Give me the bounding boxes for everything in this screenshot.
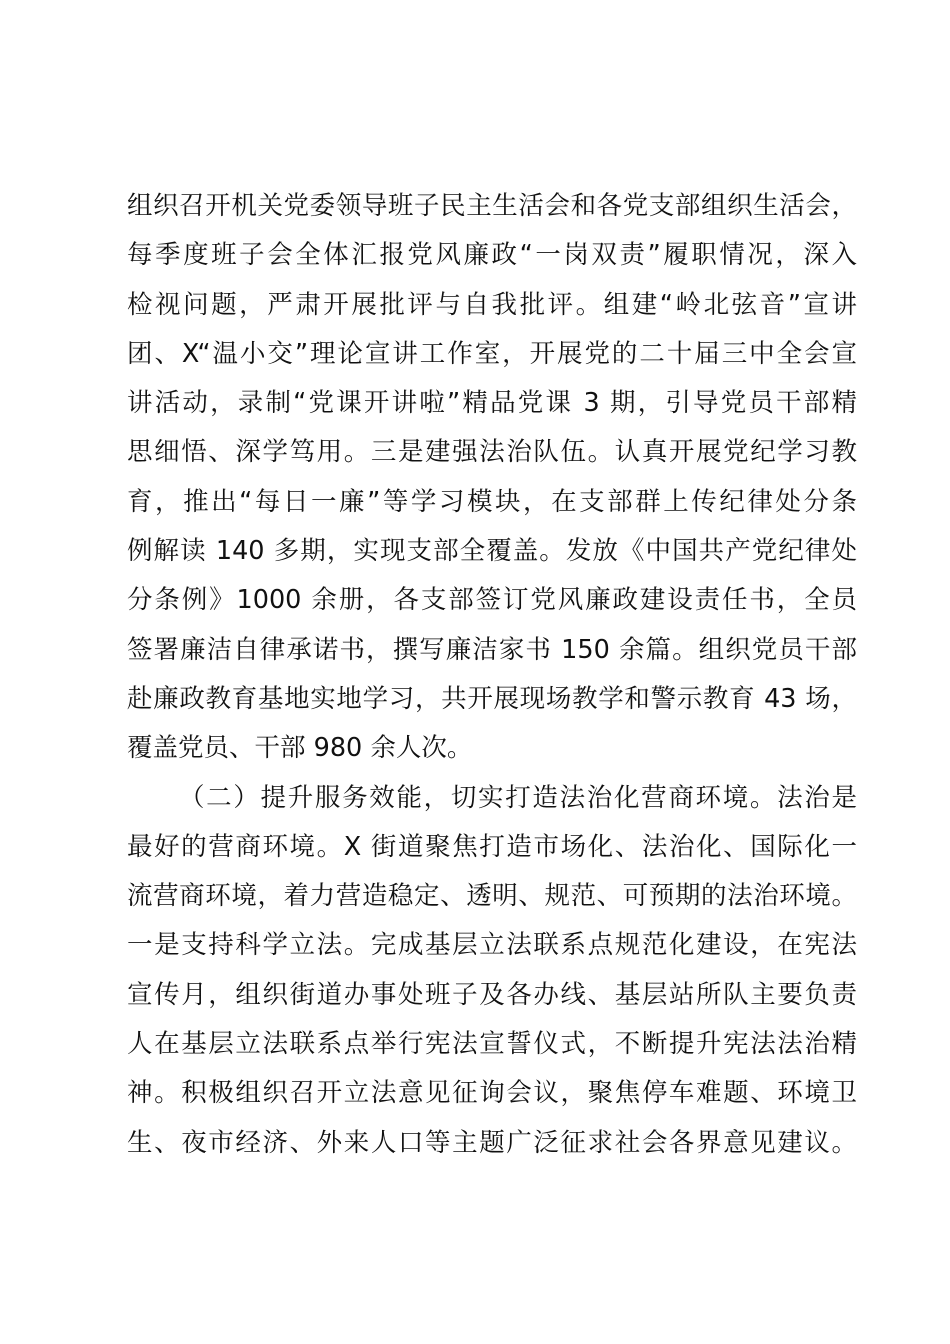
text-line: 检视问题，严肃开展批评与自我批评。组建“岭北弦音”宣讲 (127, 289, 857, 320)
text-line: 育，推出“每日一廉”等学习模块，在支部群上传纪律处分条 (127, 486, 857, 517)
text-line: 组织召开机关党委领导班子民主生活会和各党支部组织生活会， (127, 191, 857, 221)
text-line: 分条例》1000 余册，各支部签订党风廉政建设责任书，全员 (127, 585, 857, 616)
text-line: 宣传月，组织街道办事处班子及各办线、基层站所队主要负责 (127, 979, 857, 1010)
text-line: 签署廉洁自律承诺书，撰写廉洁家书 150 余篇。组织党员干部 (127, 634, 857, 665)
text-line: 每季度班子会全体汇报党风廉政“一岗双责”履职情况，深入 (127, 240, 857, 271)
text-line: 神。积极组织召开立法意见征询会议，聚焦停车难题、环境卫 (127, 1078, 857, 1109)
body-text (127, 182, 857, 1168)
text-line: 思细悟、深学笃用。三是建强法治队伍。认真开展党纪学习教 (127, 437, 857, 468)
text-line: 流营商环境，着力营造稳定、透明、规范、可预期的法治环境。 (127, 881, 857, 912)
text-line: 生、夜市经济、外来人口等主题广泛征求社会各界意见建议。 (127, 1127, 857, 1158)
text-line: 团、X“温小交”理论宣讲工作室，开展党的二十届三中全会宣 (127, 338, 857, 369)
text-line: 讲活动，录制“党课开讲啦”精品党课 3 期，引导党员干部精 (127, 388, 857, 419)
text-line: 一是支持科学立法。完成基层立法联系点规范化建设，在宪法 (127, 930, 857, 961)
paragraph-end-line: 覆盖党员、干部 980 余人次。 (127, 733, 473, 764)
text-line: 最好的营商环境。X 街道聚焦打造市场化、法治化、国际化一 (127, 831, 857, 862)
text-line: 赴廉政教育基地实地学习，共开展现场教学和警示教育 43 场， (127, 683, 857, 714)
text-line: 例解读 140 多期，实现支部全覆盖。发放《中国共产党纪律处 (127, 536, 857, 567)
text-line: 人在基层立法联系点举行宪法宣誓仪式，不断提升宪法法治精 (127, 1029, 857, 1060)
section-heading-line: （二）提升服务效能，切实打造法治化营商环境。法治是 (179, 782, 857, 813)
